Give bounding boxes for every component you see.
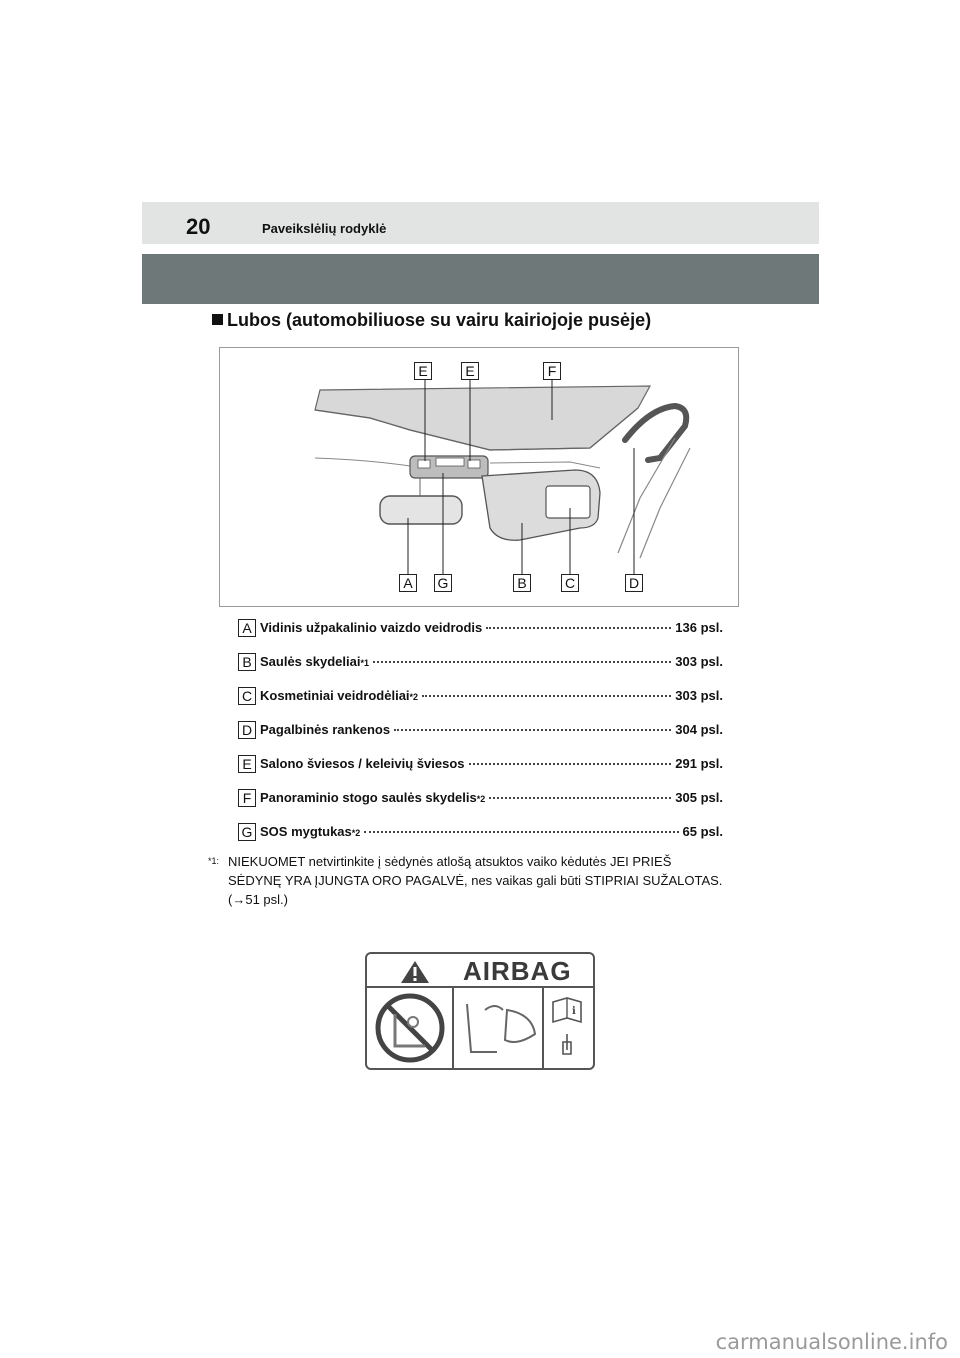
- leader-dots: [422, 695, 671, 697]
- ceiling-illustration: [220, 348, 740, 608]
- list-item: B Saulės skydeliai *1 303 psl.: [238, 652, 723, 686]
- item-page-link[interactable]: 303 psl.: [675, 654, 723, 669]
- footnote: [208, 852, 728, 909]
- list-item: [238, 754, 723, 788]
- item-list: [238, 618, 723, 856]
- list-item: C Kosmetiniai veidrodėliai *2 303 psl.: [238, 686, 723, 720]
- ceiling-figure: [219, 347, 739, 607]
- watermark: carmanualsonline.info: [715, 1330, 948, 1354]
- item-text: Kosmetiniai veidrodėliai: [260, 688, 410, 703]
- footnote-text: NIEKUOMET netvirtinkite į sėdynės atlošą atsuktos vaiko kėdutės JEI PRIEŠ SĖDYNĘ YRA ĮJUNGTA ORO PAGALVĖ, nes vaikas gali būti STIPRIAI SUŽALOTAS. (: [228, 854, 723, 907]
- leader-dots: [469, 763, 672, 765]
- item-text: Panoraminio stogo saulės skydelis: [260, 790, 477, 805]
- item-text: SOS mygtukas: [260, 824, 352, 839]
- item-letter: G: [238, 823, 256, 841]
- leader-dots: [373, 661, 671, 663]
- airbag-warning-label: [365, 952, 595, 1070]
- item-text: Saulės skydeliai: [260, 654, 361, 669]
- callout-b: B: [513, 574, 531, 592]
- callout-g: G: [434, 574, 452, 592]
- item-letter: F: [238, 789, 256, 807]
- item-page-link[interactable]: 304 psl.: [675, 722, 723, 737]
- item-letter: C: [238, 687, 256, 705]
- section-title-text: Lubos (automobiliuose su vairu kairiojoje pusėje): [227, 310, 652, 330]
- list-item: G SOS mygtukas *2 65 psl.: [238, 822, 723, 856]
- callout-f: F: [543, 362, 561, 380]
- section-title: [212, 310, 651, 331]
- item-text: Salono šviesos / keleivių šviesos: [260, 756, 465, 771]
- bullet-square-icon: [212, 314, 223, 325]
- leader-dots: [364, 831, 678, 833]
- callout-e-left: E: [414, 362, 432, 380]
- item-text: Pagalbinės rankenos: [260, 722, 391, 737]
- page-number: 20: [186, 214, 211, 239]
- item-letter: A: [238, 619, 256, 637]
- callout-e-right: E: [461, 362, 479, 380]
- item-letter: B: [238, 653, 256, 671]
- item-page-link[interactable]: 305 psl.: [675, 790, 723, 805]
- arrow-icon: →: [232, 892, 246, 907]
- list-item: F Panoraminio stogo saulės skydelis *2 305 psl.: [238, 788, 723, 822]
- item-page-link[interactable]: 136 psl.: [675, 620, 723, 635]
- callout-c: C: [561, 574, 579, 592]
- leader-dots: [394, 729, 671, 731]
- rear-view-mirror-shape: [380, 496, 462, 524]
- item-letter: E: [238, 755, 256, 773]
- callout-a: A: [399, 574, 417, 592]
- seat-airbag-icon: [467, 1004, 497, 1052]
- callout-d: D: [625, 574, 643, 592]
- leader-dots: [486, 627, 671, 629]
- airbag-label-text: AIRBAG: [463, 956, 572, 986]
- item-page-link[interactable]: 65 psl.: [682, 824, 723, 839]
- item-page-link[interactable]: 291 psl.: [675, 756, 723, 771]
- footnote-page-link[interactable]: 51 psl.): [245, 892, 288, 907]
- vanity-mirror-shape: [546, 486, 590, 518]
- item-page-link[interactable]: 303 psl.: [675, 688, 723, 703]
- list-item: [238, 720, 723, 754]
- leader-dots: [489, 797, 671, 799]
- footnote-mark: *1:: [208, 856, 220, 866]
- section-band: [142, 254, 819, 304]
- header-title: Paveikslėlių rodyklė: [262, 221, 387, 236]
- header-bar: [142, 202, 819, 244]
- item-text: Vidinis užpakalinio vaizdo veidrodis: [260, 620, 483, 635]
- list-item: [238, 618, 723, 652]
- item-letter: D: [238, 721, 256, 739]
- svg-text:i: i: [572, 1006, 576, 1017]
